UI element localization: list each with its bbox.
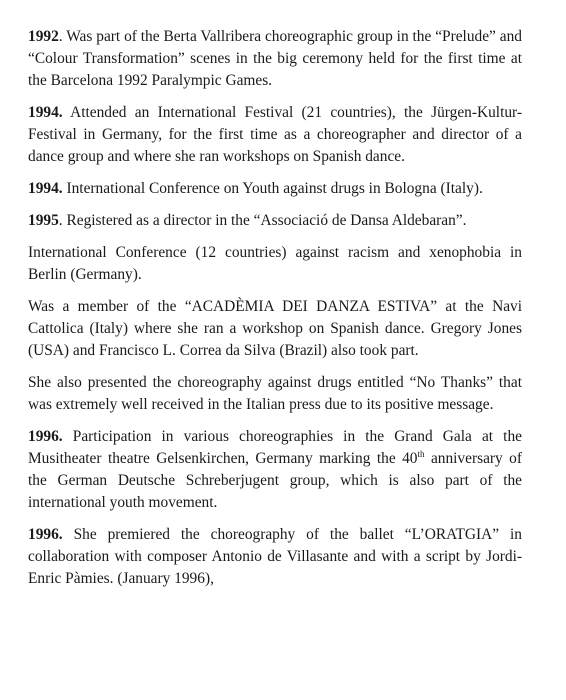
year-label: 1995 xyxy=(28,212,59,229)
document-body xyxy=(28,26,522,600)
paragraph-text: Was a member of the “ACADÈMIA DEI DANZA ESTIVA” at the Navi Cattolica (Italy) where she ran a workshop on Spanish dance. Gregory Jones (USA) and Francisco L. Correa da Silva (Brazil) also took part. xyxy=(28,298,522,359)
paragraph-academia xyxy=(28,296,522,362)
paragraph-text: She premiered the choreography of the ballet “L’ORATGIA” in collaboration with composer Antonio de Villasante and with a script by Jordi-Enric Pàmies. (January 1996), xyxy=(28,526,522,587)
paragraph-text: Participation in various choreographies in the Grand Gala at the Musitheater theatre Gelsenkirchen, Germany marking the 40 xyxy=(28,428,522,467)
year-label: 1996. xyxy=(28,428,63,445)
paragraph-1996-ballet xyxy=(28,524,522,590)
paragraph-1994-conference xyxy=(28,178,522,200)
paragraph-text: Attended an International Festival (21 countries), the Jürgen-Kultur-Festival in Germany, for the first time as a choreographer and director of a dance group and where she ran workshops on Spanish dance. xyxy=(28,104,522,165)
paragraph-text: International Conference on Youth against drugs in Bologna (Italy). xyxy=(62,180,483,197)
year-label: 1994. xyxy=(28,104,63,121)
paragraph-1996-gala xyxy=(28,426,522,514)
ordinal-suffix: th xyxy=(417,448,425,459)
paragraph-text: She also presented the choreography against drugs entitled “No Thanks” that was extremely well received in the Italian press due to its positive message. xyxy=(28,374,522,413)
paragraph-berlin-conference xyxy=(28,242,522,286)
year-separator: . xyxy=(58,28,63,45)
paragraph-text: Was part of the Berta Vallribera choreographic group in the “Prelude” and “Colour Transformation” scenes in the big ceremony held for the first time at the Barcelona 1992 Paralympic Games. xyxy=(28,28,522,89)
paragraph-text-continued: anniversary of the German Deutsche Schreberjugent group, which is also part of the international youth movement. xyxy=(28,450,522,511)
paragraph-1992 xyxy=(28,26,522,92)
year-label: 1994. xyxy=(28,180,63,197)
year-separator: . xyxy=(58,212,63,229)
year-label: 1996. xyxy=(28,526,63,543)
paragraph-no-thanks xyxy=(28,372,522,416)
paragraph-text: International Conference (12 countries) against racism and xenophobia in Berlin (Germany). xyxy=(28,244,522,283)
year-label: 1992 xyxy=(28,28,59,45)
paragraph-text: Registered as a director in the “Associació de Dansa Aldebaran”. xyxy=(62,212,467,229)
paragraph-1994-festival xyxy=(28,102,522,168)
paragraph-1995 xyxy=(28,210,522,232)
